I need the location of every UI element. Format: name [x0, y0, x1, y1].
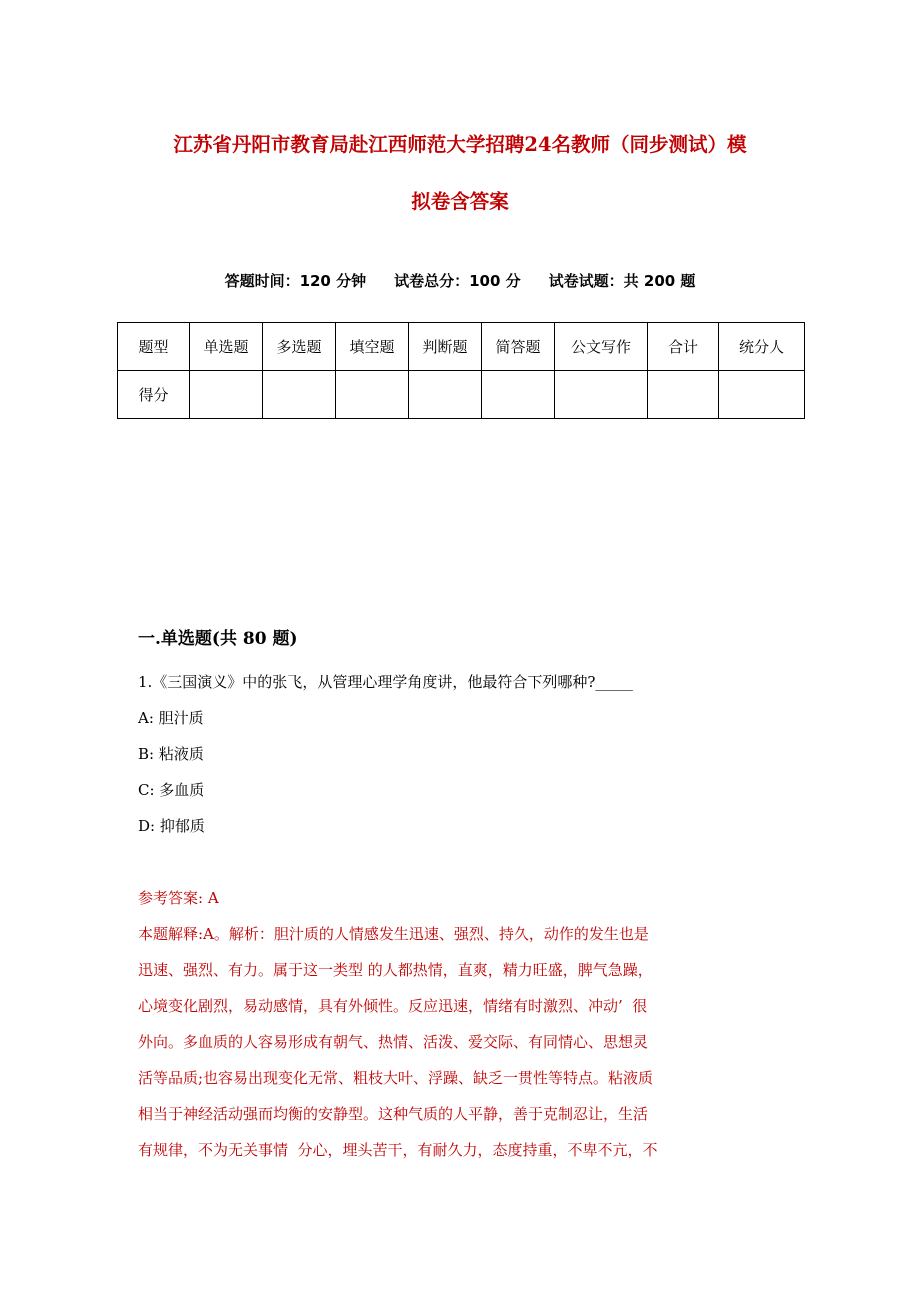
score-cell: [190, 371, 263, 419]
header-cell-true-false: 判断题: [409, 323, 482, 371]
exam-time: 答题时间：120 分钟: [224, 272, 367, 290]
score-cell: [719, 371, 805, 419]
exam-total-score: 试卷总分：100 分: [394, 272, 521, 290]
title-line-2: 拟卷含答案: [411, 190, 509, 213]
reference-answer: 参考答案: A: [138, 889, 219, 907]
header-cell-single-choice: 单选题: [190, 323, 263, 371]
score-cell: [336, 371, 409, 419]
option-a: A: 胆汁质: [138, 709, 204, 727]
question-1: [138, 664, 633, 844]
score-cell: [482, 371, 555, 419]
header-cell-total: 合计: [648, 323, 719, 371]
header-cell-scorer: 统分人: [719, 323, 805, 371]
explanation-line: 本题解释:A。解析：胆汁质的人情感发生迅速、强烈、持久，动作的发生也是: [138, 925, 649, 943]
header-cell-official-writing: 公文写作: [555, 323, 648, 371]
exam-question-count: 试卷试题：共 200 题: [548, 272, 696, 290]
score-cell: [648, 371, 719, 419]
explanation-line: 心境变化剧烈，易动感情，具有外倾性。反应迅速，情绪有时激烈、冲动’ 很: [138, 997, 648, 1015]
exam-meta: [0, 270, 920, 291]
option-c: C: 多血质: [138, 781, 205, 799]
explanation-line: 迅速、强烈、有力。属于这一类型 的人都热情，直爽，精力旺盛，脾气急躁，: [138, 961, 653, 979]
question-stem: 1.《三国演义》中的张飞，从管理心理学角度讲，他最符合下列哪种?_____: [138, 673, 633, 691]
explanation-line: 有规律，不为无关事情 分心，埋头苦干，有耐久力，态度持重，不卑不亢，不: [138, 1141, 658, 1159]
header-cell-type: 题型: [118, 323, 190, 371]
header-cell-multi-choice: 多选题: [263, 323, 336, 371]
score-row-label: 得分: [118, 371, 190, 419]
score-table: [117, 322, 805, 419]
answer-block: [138, 880, 788, 1168]
score-cell: [263, 371, 336, 419]
title-line-1: 江苏省丹阳市教育局赴江西师范大学招聘24名教师（同步测试）模: [173, 133, 747, 156]
score-cell: [555, 371, 648, 419]
explanation-line: 活等品质;也容易出现变化无常、粗枝大叶、浮躁、缺乏一贯性等特点。粘液质: [138, 1069, 654, 1087]
option-b: B: 粘液质: [138, 745, 204, 763]
document-title: [100, 116, 820, 230]
explanation-line: 外向。多血质的人容易形成有朝气、热情、活泼、爱交际、有同情心、思想灵: [138, 1033, 649, 1051]
header-cell-short-answer: 简答题: [482, 323, 555, 371]
score-table-score-row: [118, 371, 805, 419]
score-table-header-row: [118, 323, 805, 371]
option-d: D: 抑郁质: [138, 817, 205, 835]
explanation-line: 相当于神经活动强而均衡的安静型。这种气质的人平静，善于克制忍让，生活: [138, 1105, 649, 1123]
score-cell: [409, 371, 482, 419]
section-title: 一.单选题(共 80 题): [138, 629, 298, 649]
header-cell-fill-blank: 填空题: [336, 323, 409, 371]
